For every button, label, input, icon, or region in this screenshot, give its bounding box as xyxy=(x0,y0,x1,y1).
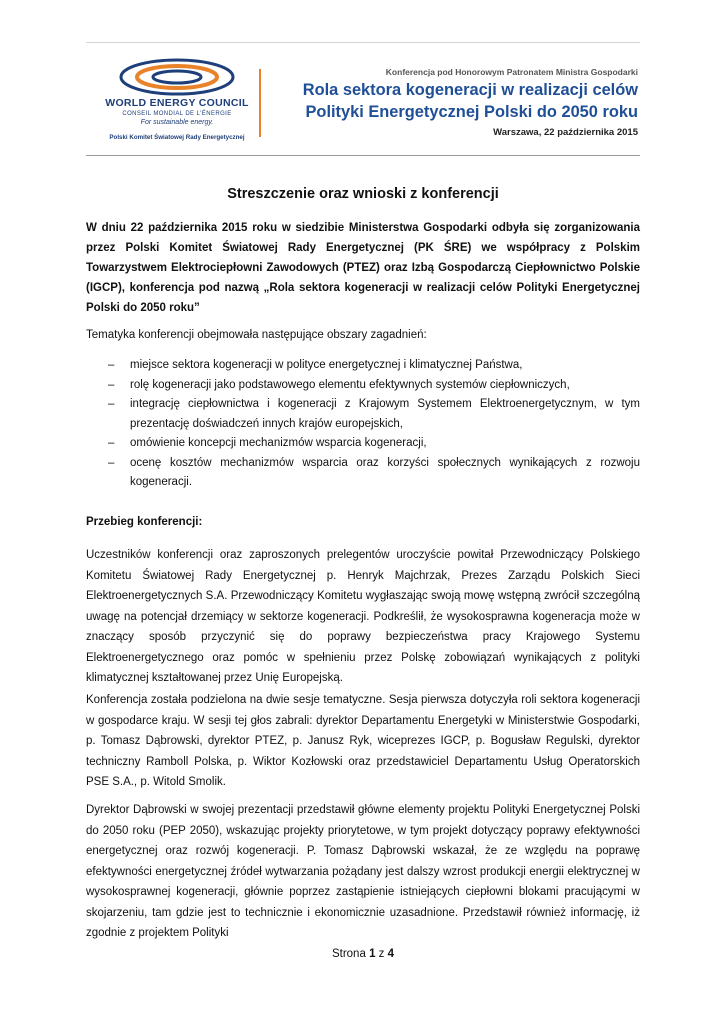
list-item-text: ocenę kosztów mechanizmów wsparcia oraz korzyści społecznych wynikających z rozwoju kogeneracji. xyxy=(130,456,640,488)
footer-total-pages: 4 xyxy=(387,948,395,960)
logo-committee: Polski Komitet Światowej Rady Energetycznej xyxy=(109,134,245,141)
page-header xyxy=(86,42,640,156)
section-heading: Przebieg konferencji: xyxy=(86,516,203,528)
list-item-text: miejsce sektora kogeneracji w polityce energetycznej i klimatycznej Państwa, xyxy=(130,359,523,371)
footer-separator: z xyxy=(378,948,385,960)
list-item xyxy=(86,395,640,434)
dash-icon: – xyxy=(108,398,115,410)
logo-subtitle: CONSEIL MONDIAL DE L'ÉNERGIE xyxy=(122,111,232,117)
world-energy-council-logo xyxy=(92,57,262,147)
intro-paragraph: W dniu 22 października 2015 roku w siedzibie Ministerstwa Gospodarki odbyła się zorganizowania przez Polski Komitet Światowej Rady Energetycznej (PK ŚRE) we współpracy z Polskim Towarzystwem Elektrociepłowni Zawodowych (PTEZ) oraz Izbą Gospodarczą Ciepłownictwo Polskie (IGCP), konferencja pod nazwą „Rola sektora kogeneracji w realizacji celów Polityki Energetycznej Polski do 2050 roku” xyxy=(86,222,640,314)
page-footer xyxy=(86,948,640,960)
list-item-text: integrację ciepłownictwa i kogeneracji z Krajowym Systemem Elektroenergetycznym, w tym prezentację doświadczeń innych krajów europejskich, xyxy=(130,398,640,430)
conference-date: Warszawa, 22 października 2015 xyxy=(493,127,638,138)
topics-list xyxy=(86,356,640,493)
body-paragraph-2: Konferencja została podzielona na dwie sesje tematyczne. Sesja pierwsza dotyczyła roli sektora kogeneracji w gospodarce kraju. W sesji tej głos zabrali: dyrektor Departamentu Energetyki w Ministerstwie Gospodarki, p. Tomasz Dąbrowski, dyrektor PTEZ, p. Janusz Ryk, wiceprezes IGCP, p. Bogusław Regulski, dyrektor techniczny Ramboll Polska, p. Wiktor Kozłowski oraz przedstawiciel Departamentu Usług Operatorskich PSE S.A., p. Witold Smolik. xyxy=(86,694,640,788)
body-paragraph-1: Uczestników konferencji oraz zaproszonych prelegentów uroczyście powitał Przewodniczący Polskiego Komitetu Światowej Rady Energetycznej p. Henryk Majchrzak, Prezes Zarządu Polskich Sieci Elektroenergetycznych S.A. Przewodniczący Komitetu wygłaszając swoją mowę wstępną zwrócił szczególną uwagę na potencjał drzemiący w sektorze kogeneracji. Podkreślił, że wysokosprawna kogeneracja może w znaczący sposób przyczynić się do poprawy bezpieczeństwa pracy Krajowego Systemu Elektroenergetycznego oraz pomóc w spełnieniu przez Polskę zobowiązań wynikających z polityki klimatycznej kształtowanej przez Unię Europejską. xyxy=(86,549,640,684)
list-item-text: rolę kogeneracji jako podstawowego elementu efektywnych systemów ciepłowniczych, xyxy=(130,378,570,391)
dash-icon: – xyxy=(108,359,115,371)
logo-tagline: For sustainable energy. xyxy=(140,119,214,126)
list-item xyxy=(86,356,640,376)
conference-title: Rola sektora kogeneracji w realizacji celów Polityki Energetycznej Polski do 2050 roku xyxy=(302,81,638,121)
document-title: Streszczenie oraz wnioski z konferencji xyxy=(227,186,499,202)
patronage-note: Konferencja pod Honorowym Patronatem Ministra Gospodarki xyxy=(385,67,638,77)
list-item-text: omówienie koncepcji mechanizmów wsparcia kogeneracji, xyxy=(130,437,427,449)
logo-name: WORLD ENERGY COUNCIL xyxy=(105,97,249,109)
globe-logo-icon xyxy=(116,57,238,97)
dash-icon: – xyxy=(108,456,115,469)
list-item xyxy=(86,434,640,454)
header-separator xyxy=(259,69,261,137)
footer-current-page: 1 xyxy=(369,948,376,960)
body-paragraph-3: Dyrektor Dąbrowski w swojej prezentacji przedstawił główne elementy projektu Polityki Energetycznej Polski do 2050 roku (PEP 2050), wskazując projekty priorytetowe, w tym projekt dotyczący poprawy efektywności energetycznej oraz rozwój kogeneracji. P. Tomasz Dąbrowski wskazał, że ze względu na poprawę efektywności energetycznej źródeł wytwarzania pożądany jest dalszy wzrost produkcji energii elektrycznej w wysokosprawnej kogeneracji, głównie poprzez zastąpienie istniejących ciepłowni blokami pracującymi w skojarzeniu, tam gdzie jest to technicznie i ekonomicznie uzasadnione. Przedstawił również informację, iż zgodnie z projektem Polityki xyxy=(86,804,640,939)
list-item xyxy=(86,454,640,493)
list-item xyxy=(86,376,640,396)
footer-label: Strona xyxy=(331,948,366,960)
dash-icon: – xyxy=(108,437,115,449)
topics-intro: Tematyka konferencji obejmowała następujące obszary zagadnień: xyxy=(86,329,427,341)
dash-icon: – xyxy=(108,378,115,391)
